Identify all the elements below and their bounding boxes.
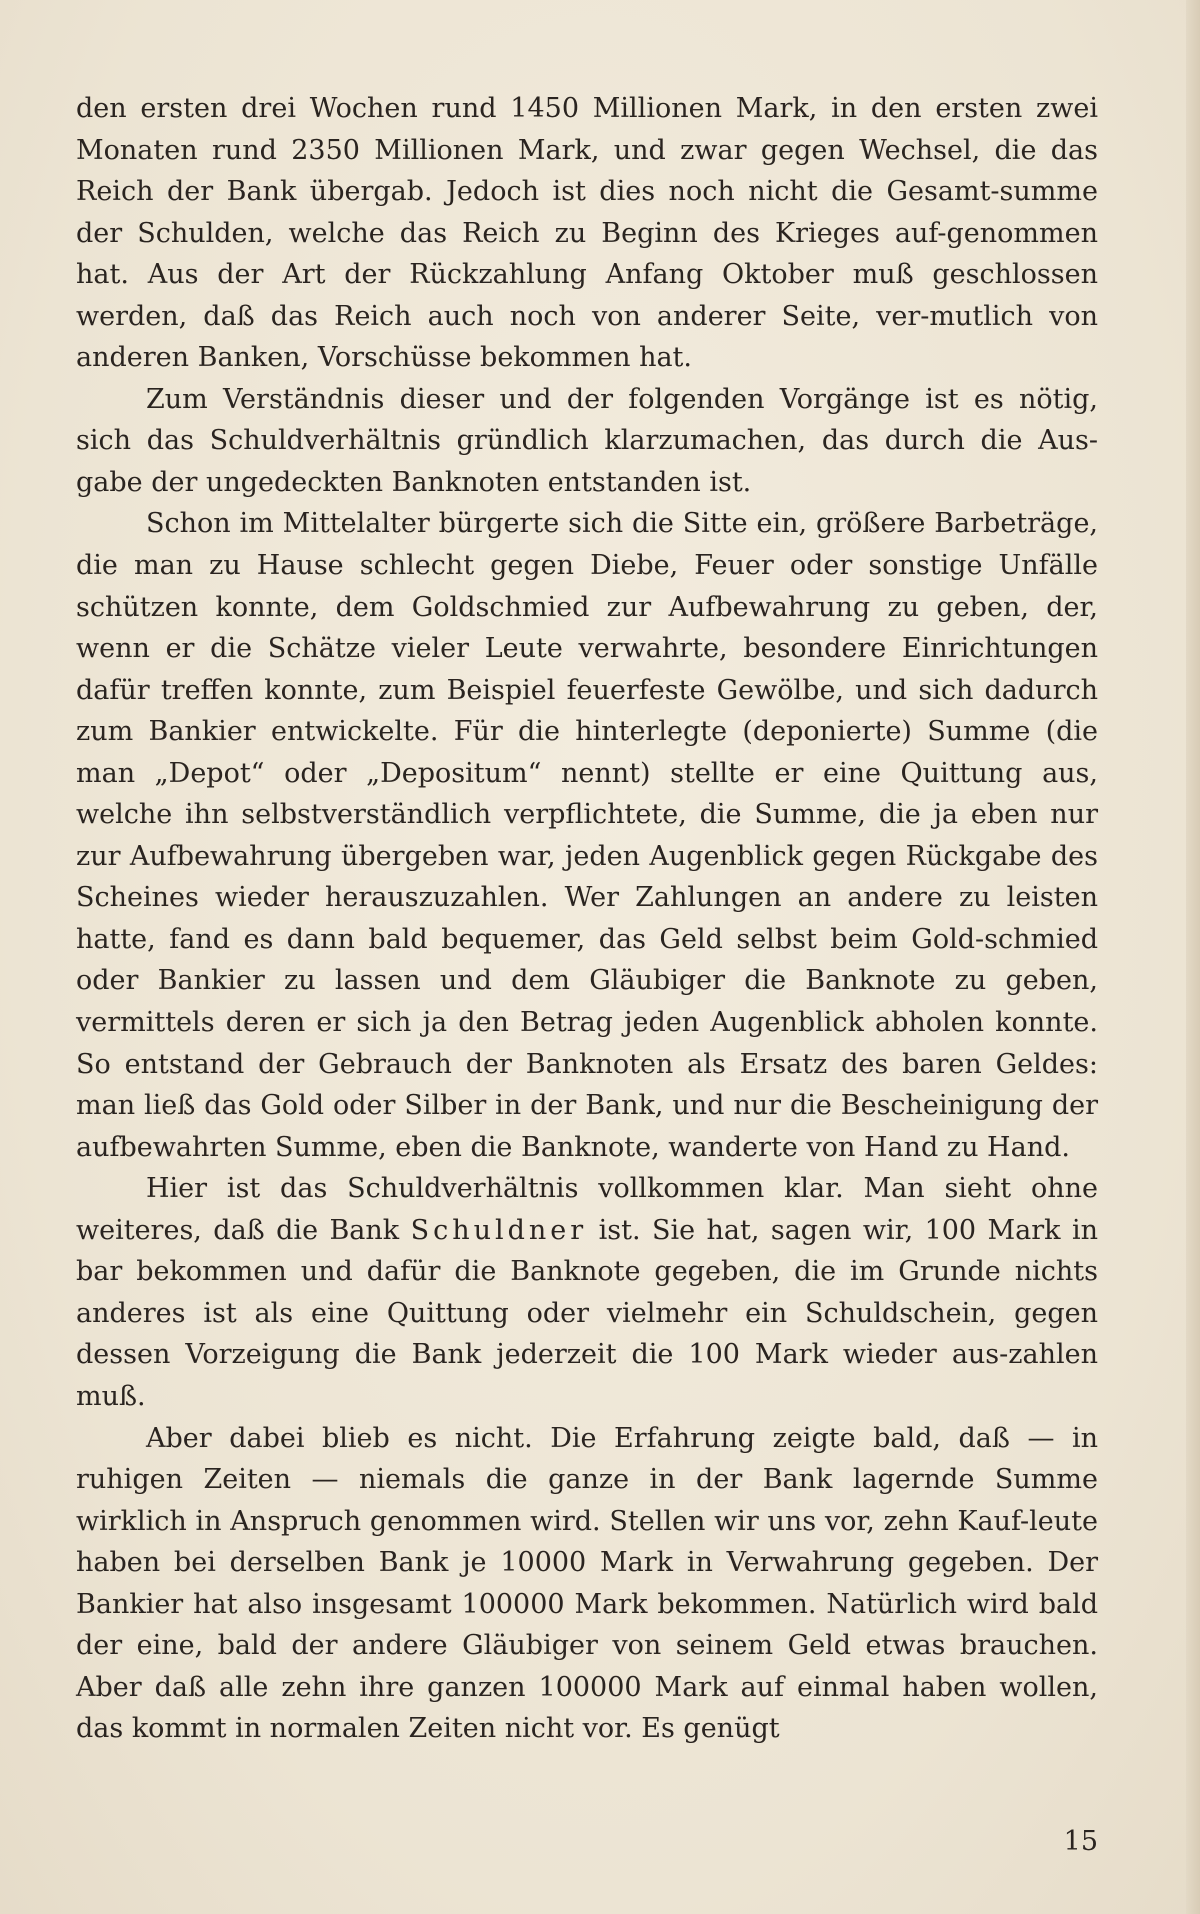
paragraph-4 [76, 1168, 1098, 1417]
body-text [76, 88, 1098, 1750]
paragraph-1: den ersten drei Wochen rund 1450 Millionen Mark, in den ersten zwei Monaten rund 2350 Millionen Mark, und zwar gegen Wechsel, die das Reich der Bank übergab. Jedoch ist dies noch nicht die Gesamt-summe der Schulden, welche das Reich zu Beginn des Krieges auf-genommen hat. Aus der Art der Rückzahlung Anfang Oktober muß geschlossen werden, daß das Reich auch noch von anderer Seite, ver-mutlich von anderen Banken, Vorschüsse bekommen hat. [76, 93, 1098, 374]
page-edge [1186, 0, 1200, 1914]
emphasized-word: Schuldner [410, 1214, 588, 1246]
paragraph-5: Aber dabei blieb es nicht. Die Erfahrung zeigte bald, daß — in ruhigen Zeiten — niemals die ganze in der Bank lagernde Summe wirklich in Anspruch genommen wird. Stellen wir uns vor, zehn Kauf-leute haben bei derselben Bank je 10000 Mark in Verwahrung gegeben. Der Bankier hat also insgesamt 100000 Mark bekommen. Natürlich wird bald der eine, bald der andere Gläubiger von seinem Geld etwas brauchen. Aber daß alle zehn ihre ganzen 100000 Mark auf einmal haben wollen, das kommt in normalen Zeiten nicht vor. Es genügt [76, 1422, 1098, 1745]
paragraph-4-end: ist. Sie hat, sagen wir, 100 Mark in bar bekommen und dafür die Banknote gegeben, die im Grunde nichts anderes ist als eine Quittung oder vielmehr ein Schuldschein, gegen dessen Vorzeigung die Bank jederzeit die 100 Mark wieder aus-zahlen muß. [76, 1214, 1098, 1412]
paragraph-3: Schon im Mittelalter bürgerte sich die Sitte ein, größere Barbeträge, die man zu Hause schlecht gegen Diebe, Feuer oder sonstige Unfälle schützen konnte, dem Goldschmied zur Aufbewahrung zu geben, der, wenn er die Schätze vieler Leute verwahrte, besondere Einrichtungen dafür treffen konnte, zum Beispiel feuerfeste Gewölbe, und sich dadurch zum Bankier entwickelte. Für die hinterlegte (deponierte) Summe (die man „Depot“ oder „Depositum“ nennt) stellte er eine Quittung aus, welche ihn selbstverständlich verpflichtete, die Summe, die ja eben nur zur Aufbewahrung übergeben war, jeden Augenblick gegen Rückgabe des Scheines wieder herauszuzahlen. Wer Zahlungen an andere zu leisten hatte, fand es dann bald bequemer, das Geld selbst beim Gold-schmied oder Bankier zu lassen und dem Gläubiger die Banknote zu geben, vermittels deren er sich ja den Betrag jeden Augenblick abholen konnte. So entstand der Gebrauch der Banknoten als Ersatz des baren Geldes: man ließ das Gold oder Silber in der Bank, und nur die Bescheinigung der aufbewahrten Summe, eben die Banknote, wanderte von Hand zu Hand. [76, 508, 1098, 1163]
paragraph-2: Zum Verständnis dieser und der folgenden Vorgänge ist es nötig, sich das Schuldverhältnis gründlich klarzumachen, das durch die Aus-gabe der ungedeckten Banknoten entstanden ist. [76, 383, 1098, 498]
page-number: 15 [1063, 1826, 1098, 1857]
paragraph-4-start: Hier ist das Schuldverhältnis vollkommen klar. Man sieht ohne weiteres, daß die Bank [76, 1173, 1098, 1246]
